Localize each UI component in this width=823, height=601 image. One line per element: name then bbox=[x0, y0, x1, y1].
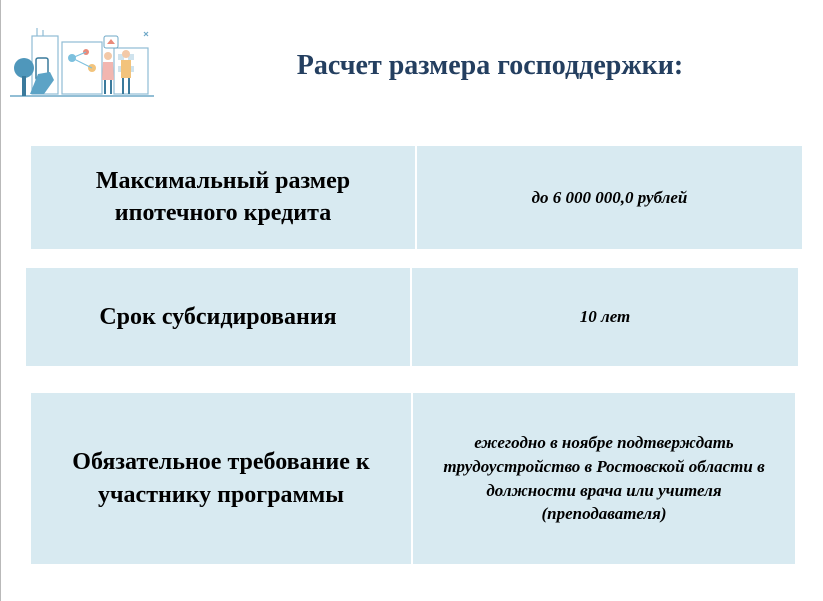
row-label-subsidy-term: Срок субсидирования bbox=[26, 268, 412, 366]
family-house-illustration-icon bbox=[10, 28, 156, 102]
row-label-requirement: Обязательное требование к участнику программы bbox=[31, 393, 413, 564]
slide-border bbox=[0, 0, 1, 601]
row-value-subsidy-term: 10 лет bbox=[579, 307, 631, 326]
table-row-requirement bbox=[31, 393, 795, 564]
row-value-requirement: ежегодно в ноябре подтверждать трудоустройство в Ростовской области в должности врача или учителя (преподавателя) bbox=[443, 432, 765, 524]
table-row-max-loan bbox=[31, 146, 802, 249]
row-label-max-loan: Максимальный размер ипотечного кредита bbox=[31, 146, 417, 249]
row-value-max-loan: до 6 000 000,0 рублей bbox=[531, 187, 688, 207]
table-row-subsidy-term bbox=[26, 268, 798, 366]
page-title: Расчет размера господдержки: bbox=[296, 50, 684, 81]
